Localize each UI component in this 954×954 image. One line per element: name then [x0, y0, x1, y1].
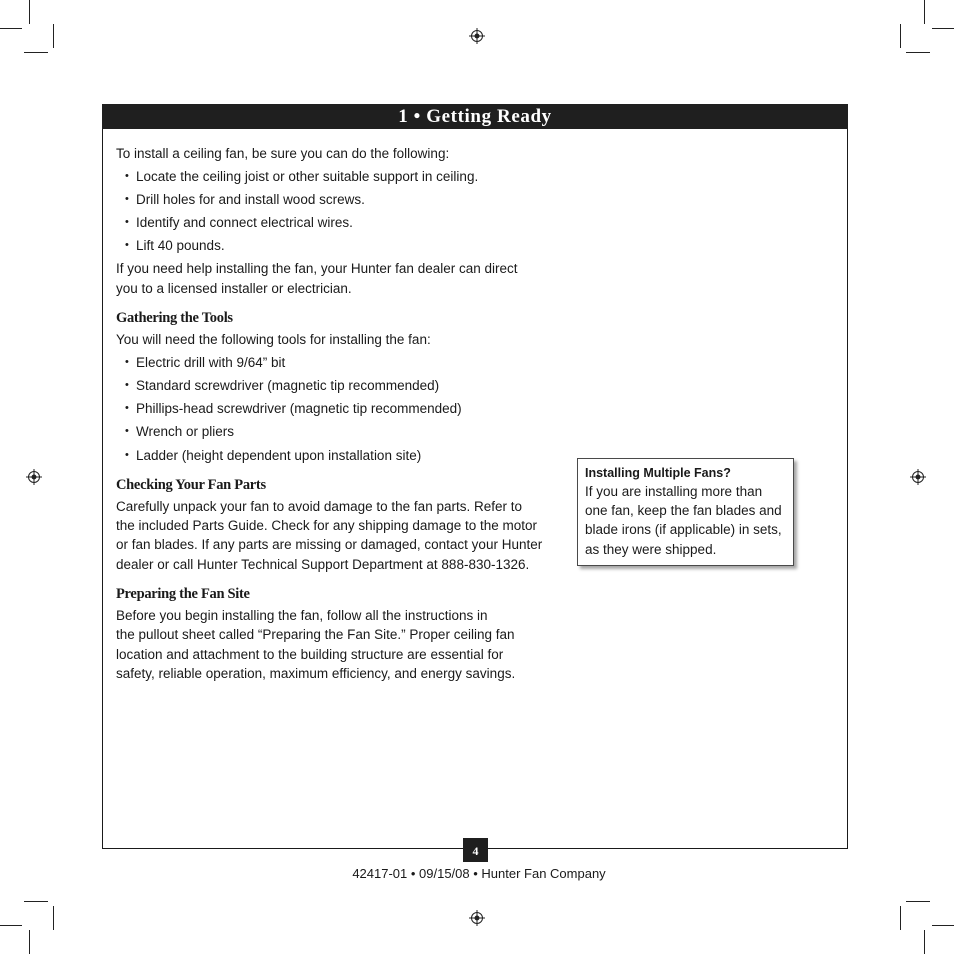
parts-text-line: dealer or call Hunter Technical Support Department at 888-830-1326. — [116, 556, 530, 572]
intro-lead: To install a ceiling fan, be sure you can do the following: — [116, 146, 450, 161]
parts-text-line: Carefully unpack your fan to avoid damage to the fan parts. Refer to — [116, 498, 522, 514]
multiple-fans-callout — [577, 458, 794, 566]
crop-mark — [0, 925, 22, 926]
crop-mark — [29, 930, 30, 954]
section-heading-tools: Gathering the Tools — [116, 310, 233, 327]
crop-mark — [932, 925, 954, 926]
callout-line: blade irons (if applicable) in sets, — [585, 522, 782, 538]
requirements-list — [116, 167, 556, 256]
crop-mark — [924, 0, 925, 24]
help-text — [116, 259, 556, 298]
site-text — [116, 606, 556, 683]
site-text-line: Before you begin installing the fan, follow all the instructions in — [116, 608, 488, 624]
list-item: • Identify and connect electrical wires. — [116, 213, 556, 232]
crop-mark — [924, 930, 925, 954]
crop-mark — [900, 906, 901, 930]
callout-line: as they were shipped. — [585, 541, 717, 557]
callout-line: If you are installing more than — [585, 484, 763, 499]
list-item: • Ladder (height dependent upon installation site) — [116, 446, 556, 465]
crop-mark — [0, 28, 22, 29]
crop-mark — [24, 901, 48, 902]
parts-text-line: the included Parts Guide. Check for any shipping damage to the motor — [116, 518, 537, 534]
help-text-line: you to a licensed installer or electrician. — [116, 280, 352, 296]
callout-line: one fan, keep the fan blades and — [585, 503, 782, 519]
footer-text: 42417-01 • 09/15/08 • Hunter Fan Company — [352, 866, 606, 881]
callout-title: Installing Multiple Fans? — [585, 466, 731, 480]
crop-mark — [24, 52, 48, 53]
registration-mark-icon — [910, 469, 926, 485]
tools-lead: You will need the following tools for installing the fan: — [116, 332, 431, 348]
list-item: • Wrench or pliers — [116, 422, 556, 441]
parts-text — [116, 497, 556, 574]
crop-mark — [53, 906, 54, 930]
parts-text-line: or fan blades. If any parts are missing or damaged, contact your Hunter — [116, 537, 543, 553]
list-item: • Standard screwdriver (magnetic tip recommended) — [116, 376, 556, 395]
crop-mark — [906, 901, 930, 902]
page-number: 4 — [463, 838, 488, 862]
main-content — [116, 144, 556, 683]
page-title: 1 • Getting Ready — [102, 104, 848, 129]
registration-mark-icon — [469, 28, 485, 44]
list-item: • Lift 40 pounds. — [116, 236, 556, 255]
list-item: • Drill holes for and install wood screws. — [116, 190, 556, 209]
site-text-line: the pullout sheet called “Preparing the Fan Site.” Proper ceiling fan — [116, 627, 515, 643]
site-text-line: location and attachment to the building structure are essential for — [116, 646, 504, 662]
list-item: • Phillips-head screwdriver (magnetic tip recommended) — [116, 399, 556, 418]
list-item: • Electric drill with 9/64” bit — [116, 353, 556, 372]
registration-mark-icon — [26, 469, 42, 485]
crop-mark — [29, 0, 30, 24]
registration-mark-icon — [469, 910, 485, 926]
crop-mark — [906, 52, 930, 53]
crop-mark — [932, 28, 954, 29]
crop-mark — [53, 24, 54, 48]
site-text-line: safety, reliable operation, maximum efficiency, and energy savings. — [116, 665, 516, 681]
help-text-line: If you need help installing the fan, your Hunter fan dealer can direct — [116, 261, 518, 277]
tools-list — [116, 353, 556, 465]
list-item: • Locate the ceiling joist or other suitable support in ceiling. — [116, 167, 556, 186]
crop-mark — [900, 24, 901, 48]
section-heading-parts: Checking Your Fan Parts — [116, 476, 266, 493]
section-heading-site: Preparing the Fan Site — [116, 586, 250, 603]
